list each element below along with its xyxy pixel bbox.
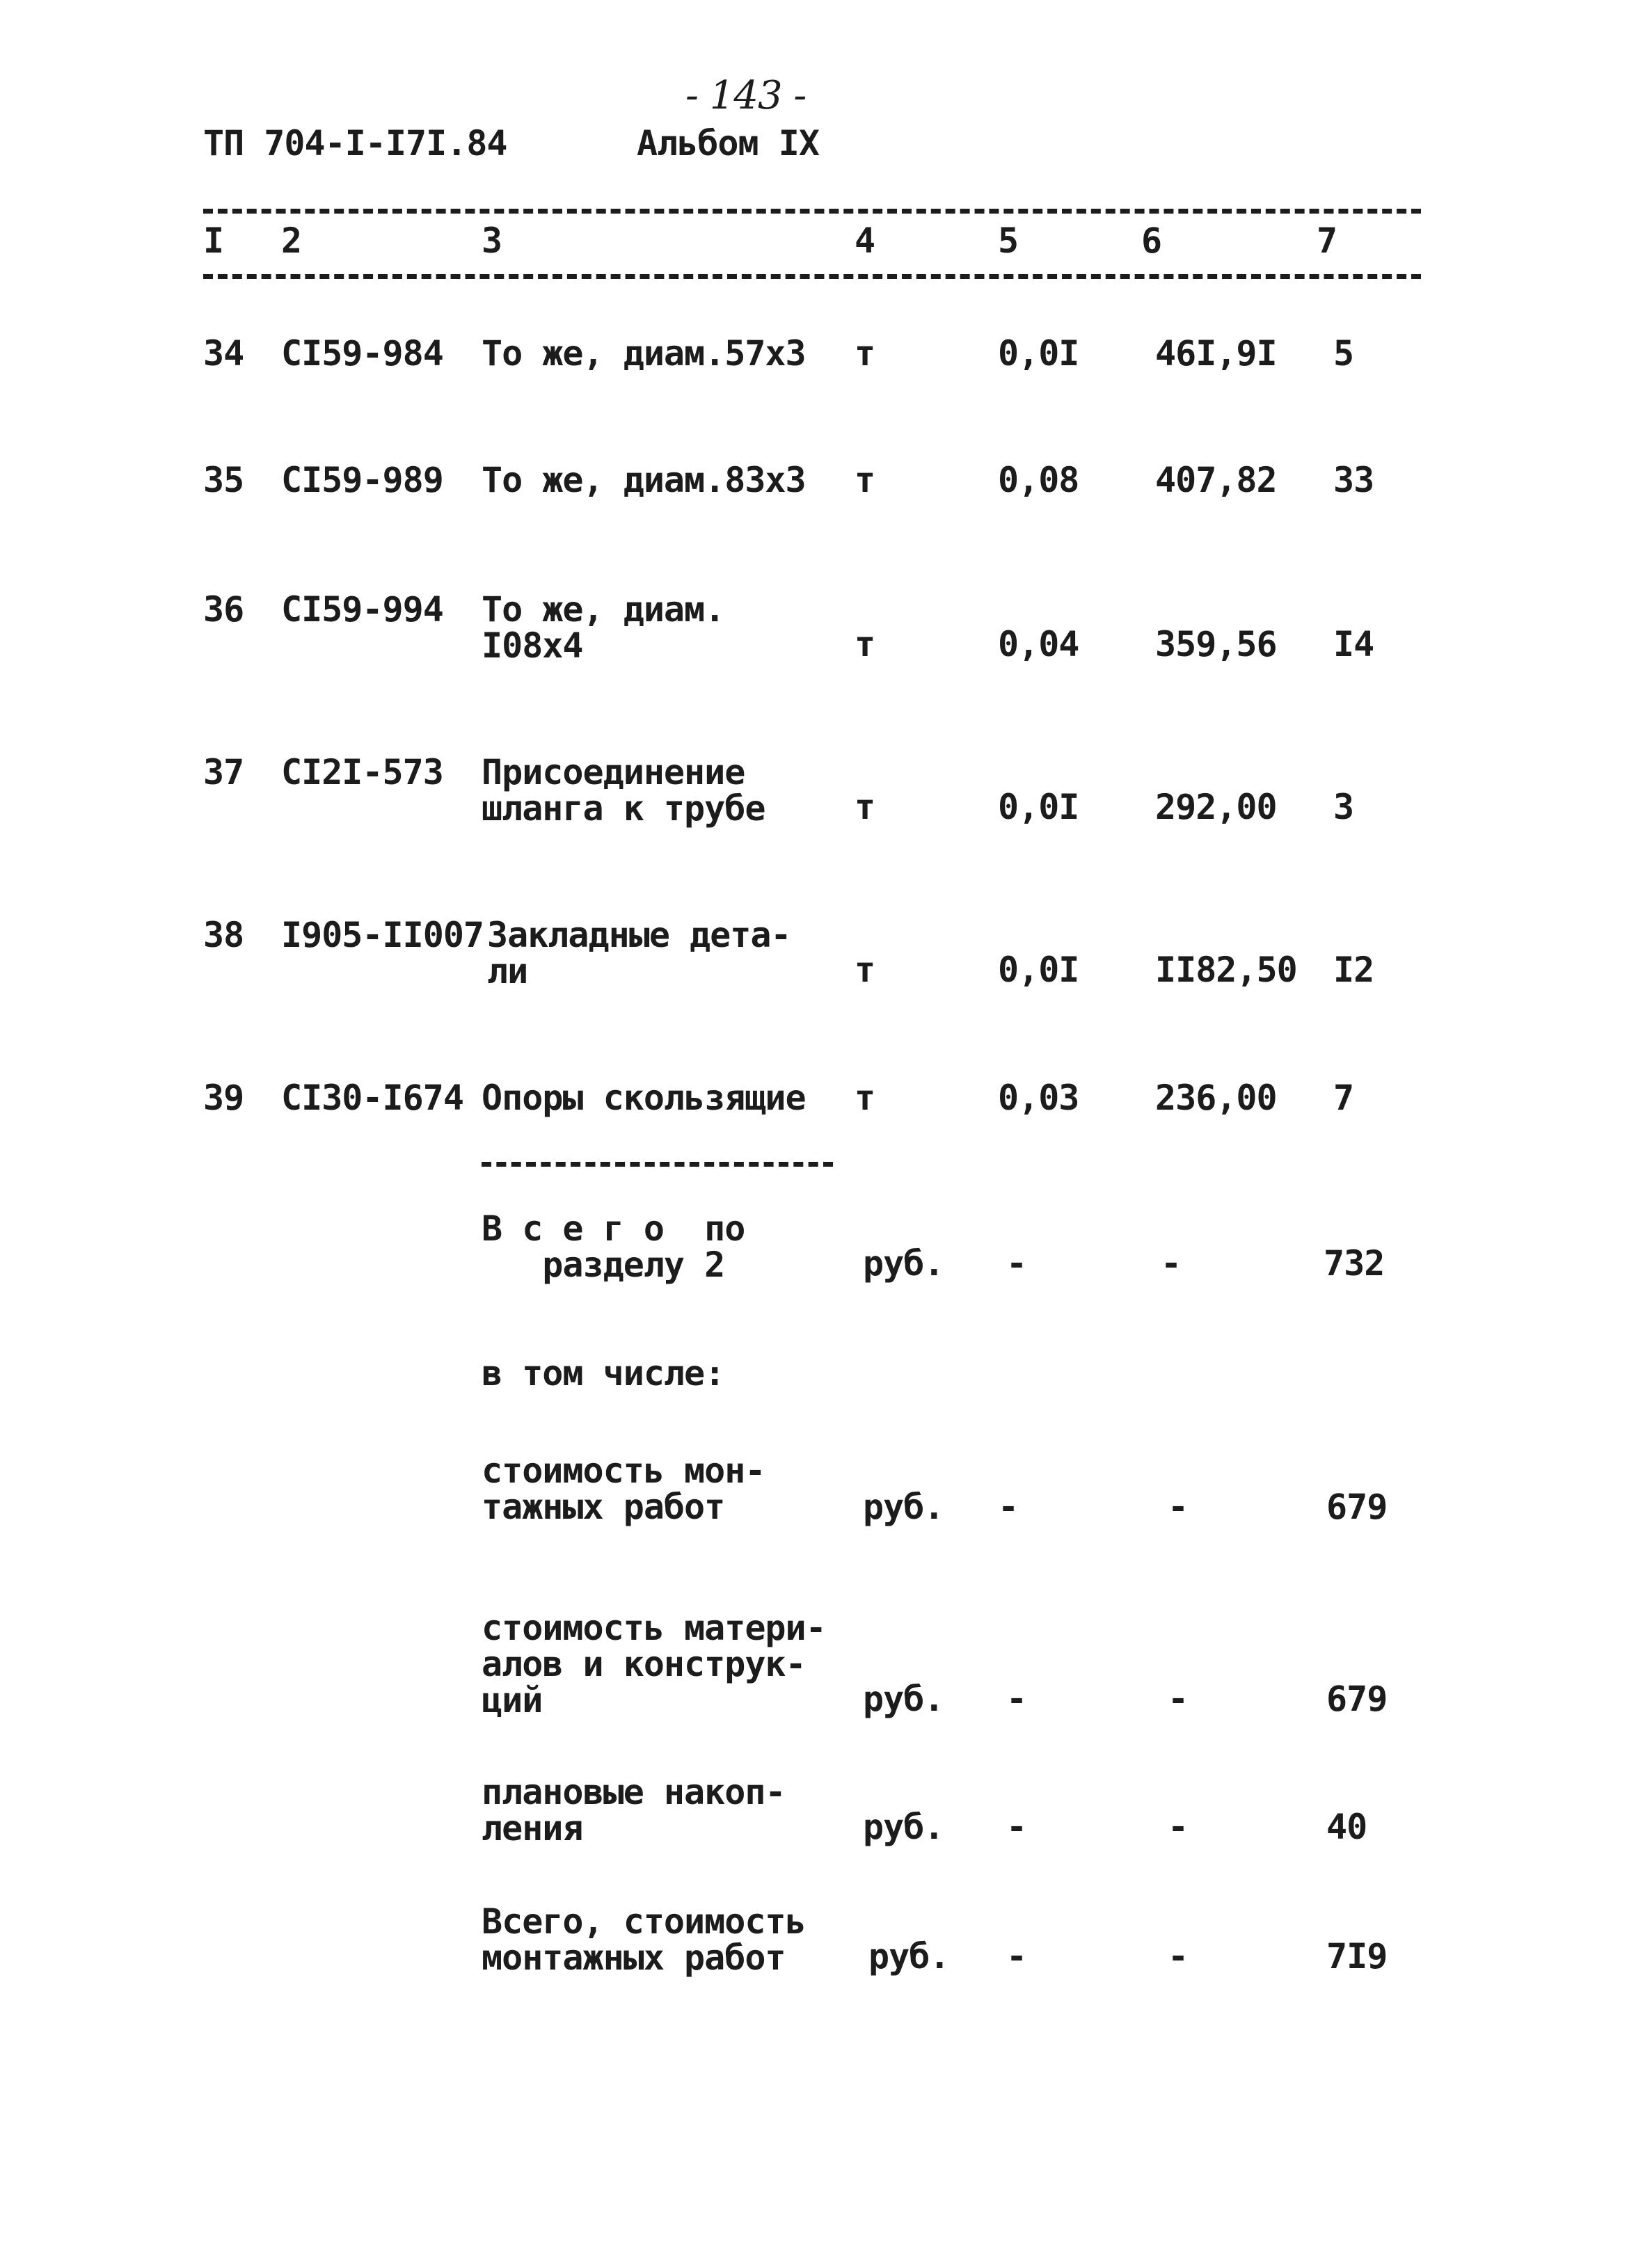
row-name: То же, диам.83x3: [482, 460, 806, 500]
column-header-2: 2: [281, 221, 302, 261]
row-price: 359,56: [1155, 624, 1277, 664]
summary-unit: руб.: [863, 1487, 944, 1527]
row-price: 292,00: [1155, 787, 1277, 827]
column-header-7: 7: [1317, 221, 1337, 261]
row-code: CI59-994: [281, 589, 443, 630]
row-code: CI59-989: [281, 460, 443, 500]
row-quantity: 0,0I: [998, 950, 1079, 990]
summary-label: Всего, стоимость монтажных работ: [482, 1901, 806, 1978]
page-number: - 143 -: [685, 73, 807, 118]
row-sum: 5: [1333, 333, 1354, 374]
row-sum: 3: [1333, 787, 1354, 827]
row-number: 36: [203, 589, 244, 630]
row-quantity: 0,0I: [998, 333, 1079, 374]
summary-sum: 40: [1326, 1807, 1367, 1847]
summary-sum: 679: [1326, 1487, 1388, 1527]
summary-label: стоимость матери- алов и конструк- ций: [482, 1608, 826, 1720]
row-quantity: 0,03: [998, 1078, 1079, 1118]
row-number: 37: [203, 752, 244, 792]
row-code: CI59-984: [281, 333, 443, 374]
row-name: То же, диам. I08x4: [482, 589, 725, 666]
row-sum: 7: [1333, 1078, 1354, 1118]
summary-price: -: [1168, 1679, 1189, 1719]
summary-sum: 7I9: [1326, 1936, 1388, 1976]
summary-quantity: -: [1006, 1936, 1027, 1976]
row-code: CI30-I674: [281, 1078, 463, 1118]
row-unit: т: [855, 787, 875, 827]
column-header-1: I: [203, 221, 224, 261]
summary-quantity: -: [1006, 1243, 1027, 1284]
row-unit: т: [855, 460, 875, 500]
summary-quantity: -: [1006, 1679, 1027, 1719]
row-unit: т: [855, 1078, 875, 1118]
table-top-rule: [203, 209, 1421, 214]
row-unit: т: [855, 624, 875, 664]
summary-quantity: -: [998, 1487, 1019, 1527]
row-quantity: 0,08: [998, 460, 1079, 500]
summary-unit: руб.: [863, 1243, 944, 1284]
summary-sum: 679: [1326, 1679, 1388, 1719]
row-price: 407,82: [1155, 460, 1277, 500]
row-sum: I4: [1333, 624, 1374, 664]
row-sum: 33: [1333, 460, 1374, 500]
summary-label: В с е г о по разделу 2: [482, 1208, 745, 1285]
summary-unit: руб.: [863, 1679, 944, 1719]
row-code: I905-II007: [281, 915, 484, 955]
row-unit: т: [855, 333, 875, 374]
summary-label: стоимость мон- тажных работ: [482, 1451, 765, 1527]
summary-quantity: -: [1006, 1807, 1027, 1847]
row-number: 35: [203, 460, 244, 500]
table-header-rule: [203, 274, 1421, 279]
row-number: 34: [203, 333, 244, 374]
row-name: Опоры скользящие: [482, 1078, 806, 1118]
row-quantity: 0,04: [998, 624, 1079, 664]
summary-label: в том числе:: [482, 1353, 725, 1393]
summary-price: -: [1168, 1807, 1189, 1847]
document-code: ТП 704-I-I7I.84: [203, 123, 507, 163]
row-price: 46I,9I: [1155, 333, 1277, 374]
row-code: CI2I-573: [281, 752, 443, 792]
row-quantity: 0,0I: [998, 787, 1079, 827]
column-header-4: 4: [855, 221, 875, 261]
column-header-6: 6: [1141, 221, 1162, 261]
row-name: Присоединение шланга к трубе: [482, 752, 765, 829]
summary-unit: руб.: [868, 1936, 950, 1976]
summary-label: плановые накоп- ления: [482, 1772, 786, 1848]
row-unit: т: [855, 950, 875, 990]
subtotal-rule: [482, 1162, 833, 1167]
row-number: 39: [203, 1078, 244, 1118]
row-price: II82,50: [1155, 950, 1297, 990]
album-label: Альбом IX: [637, 123, 819, 163]
summary-sum: 732: [1324, 1243, 1385, 1284]
column-header-5: 5: [998, 221, 1019, 261]
summary-price: -: [1161, 1243, 1182, 1284]
summary-price: -: [1168, 1936, 1189, 1976]
summary-price: -: [1168, 1487, 1189, 1527]
row-name: То же, диам.57x3: [482, 333, 806, 374]
row-number: 38: [203, 915, 244, 955]
column-header-3: 3: [482, 221, 502, 261]
row-name: Закладные дета- ли: [487, 915, 791, 991]
row-sum: I2: [1333, 950, 1374, 990]
summary-unit: руб.: [863, 1807, 944, 1847]
row-price: 236,00: [1155, 1078, 1277, 1118]
